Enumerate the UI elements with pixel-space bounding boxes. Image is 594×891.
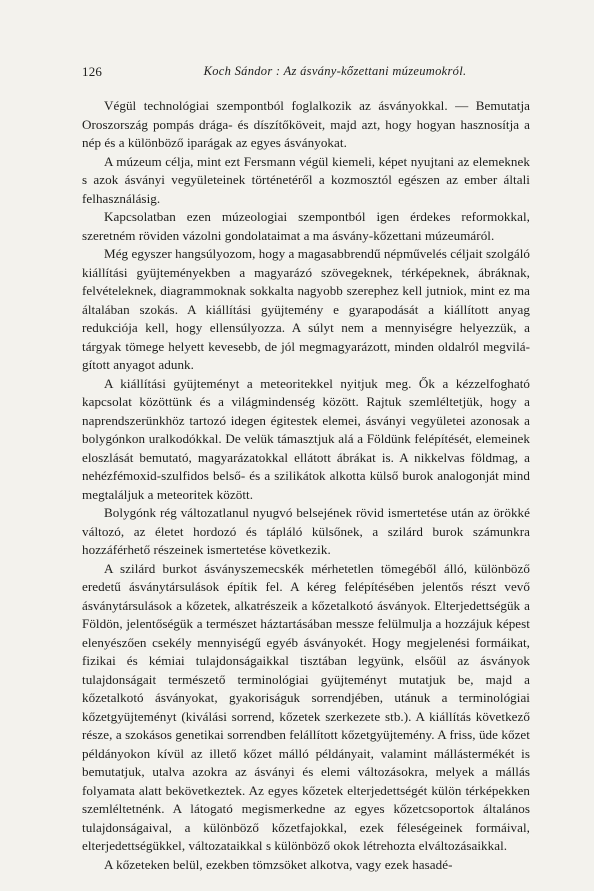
page-number: 126 (82, 64, 103, 79)
paragraph: A múzeum célja, mint ezt Fersmann végül kiemeli, képet nyujtani az elemeknek s azok ásványi vegyületeinek történetéről a kozmosztól egészen az ember általi felhasználásig. (82, 153, 530, 206)
page-header (82, 64, 530, 82)
running-title: Koch Sándor : Az ásvány-kőzettani múzeumokról. (203, 64, 467, 78)
page-body (82, 97, 530, 874)
paragraph: A szilárd burkot ásványszemecskék mérhetetlen tömegéből álló, különböző eredetű ásványtársulások építik fel. A kéreg felépítésében jelentős részt vevő ásványtársulások a kőzetek, alkatrészeik a kőzetalkotó ásványok. Elterjedettségük a Földön, jelentőségük a természet háztartásában messze felülmulja a hozzájuk képest elenyészően csekély mennyiségű egyéb ásványokét. Hogy megjelenési formáikat, fizikai és kémiai tulajdonságaikkal tisztában legyünk, elsőül az ásványok tulajdonságait természető terminológiai gyüjteményt mutatjuk be, majd a kőzetalkotó ásványokat, gyakoriságuk sorrendjében, utánuk a terminológiai kőzetgyüjteményt (kiválási sorrend, kőzetek szerkezete stb.). A kiállítás következő része, a szokásos genetikai sorrendben felállított kőzetgyüjtemény. A friss, üde kőzet példányokon kívül az illető kőzet málló példányait, valamint mállástermékét is bemutatjuk, utalva azokra az ásványi és elemi változásokra, melyek a mállás folyamata alatt bekövetkeztek. Az egyes kőzetek elterjedettségét külön térképekken szemléltetnénk. A látogató megismerkedne az egyes kőzetcsoportok általános tulajdonságaival, a különböző kőzetfajokkal, ezek féleségeinek formáival, elterjedettségükkel, változataikkal s különböző okok létrehozta elváltozásaikkal. (82, 560, 530, 853)
paragraph: Kapcsolatban ezen múzeologiai szempontból igen érdekes reformokkal, szeretném röviden vázolni gondolataimat a ma ásvány-kőzettani múzeumáról. (82, 209, 530, 243)
paragraph: A kiállítási gyüjteményt a meteoritekkel nyitjuk meg. Ők a kézzelfogható kapcsolat közöttünk és a világmindenség között. Rajtuk szemléltetjük, hogy a naprendszerünkhöz tartozó idegen égitestek elemei, ásványi vegyületei azonosak a bolygónkon uralkodókkal. De velük támasztjuk alá a Földünk felépítését, elemeinek eloszlását bemutató, magyarázatokkal ellátott ábrákat is. A nikkelvas földmag, a nehézfémoxid-szulfidos belső- és a szilikátok alkotta külső burok analogonját mind megtaláljuk a meteoritek között. (82, 375, 530, 502)
paragraph: A kőzeteken belül, ezekben tömzsöket alkotva, vagy ezek hasadé- (104, 856, 453, 872)
paragraph: Még egyszer hangsúlyozom, hogy a magasabbrendű népművelés céljait szolgáló kiállítási gyüjteményekben a magyarázó szövegeknek, térképeknek, ábráknak, felvételeknek, diagrammoknak sokkalta nagyobb szerephez kell jutniok, mint ez ma általában szokás. A kiállítási gyüjtemény e gyarapodását a kiállított anyag redukciója kell, hogy ellensúlyozza. A súlyt nem a mennyiségre helyezzük, a tárgyak tömege helyett kevesebb, de jól megmagyarázott, minden oldalról megvilágított anyagot adunk. (82, 246, 530, 372)
paragraph: Végül technológiai szempontból foglalkozik az ásványokkal. — Bemutatja Oroszország pompás drága- és díszítőköveit, majd azt, hogy hogyan hasznosítja a nép és a különböző iparágak az egyes ásványokat. (82, 98, 530, 150)
paragraph: Bolygónk rég változatlanul nyugvó belsejének rövid ismertetése után az örökké változó, az életet hordozó és tápláló külsőnek, a szilárd burok számunkra hozzáférhető részeinek ismertetése következik. (82, 505, 530, 557)
